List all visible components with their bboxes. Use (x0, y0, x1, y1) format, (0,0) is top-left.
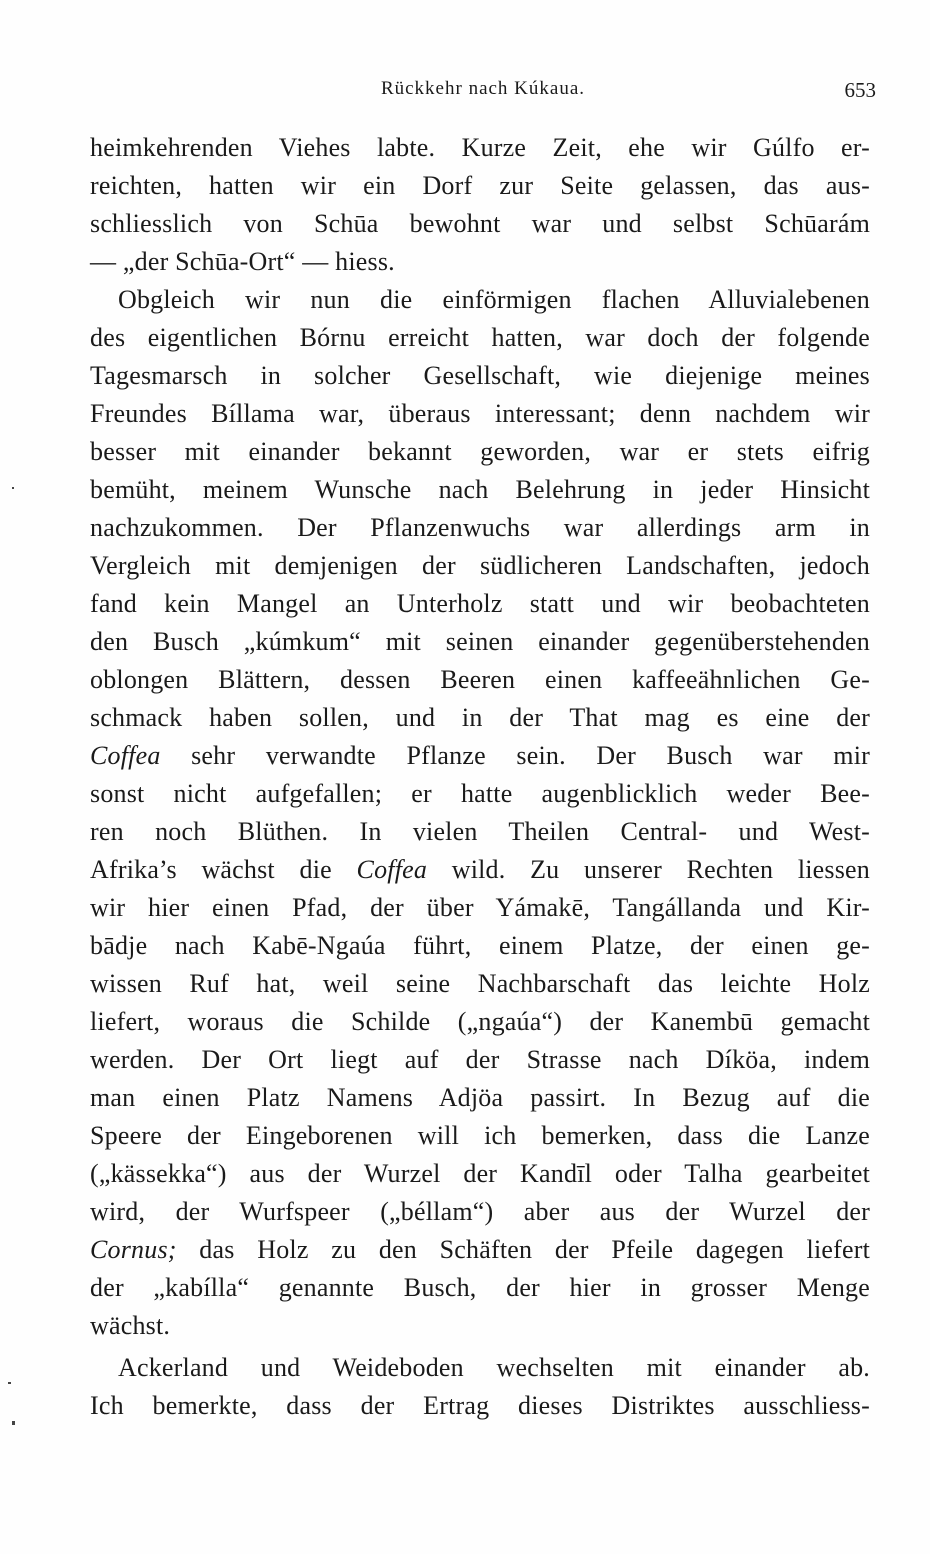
text-line: der „kabílla“ genannte Busch, der hier in grosser Menge (90, 1273, 870, 1302)
text-line: sonst nicht aufgefallen; er hatte augenblicklich weder Bee- (90, 779, 870, 808)
text-line: liefert, woraus die Schilde („ngaúa“) der Kanembū gemacht (90, 1007, 870, 1036)
text-line: schmack haben sollen, und in der That mag es eine der (90, 703, 870, 732)
running-head (90, 78, 876, 102)
text-line: nachzukommen. Der Pflanzenwuchs war allerdings arm in (90, 513, 870, 542)
page-number: 653 (844, 78, 876, 102)
text-line: Speere der Eingeborenen will ich bemerken, dass die Lanze (90, 1121, 870, 1150)
text-line (90, 738, 870, 774)
text-line: („kässekka“) aus der Wurzel der Kandīl oder Talha gearbeitet (90, 1159, 870, 1188)
text-line: — „der Schūa-Ort“ — hiess. (90, 247, 395, 276)
text-line: oblongen Blättern, dessen Beeren einen kaffeeähnlichen Ge- (90, 665, 870, 694)
text-line: ren noch Blüthen. In vielen Theilen Central- und West- (90, 817, 870, 846)
text-line: Freundes Bíllama war, überaus interessant; denn nachdem wir (90, 399, 870, 428)
scan-speck (12, 1421, 15, 1425)
text-span: das Holz zu den Schäften der Pfeile dagegen liefert (176, 1235, 870, 1264)
text-line: bemüht, meinem Wunsche nach Belehrung in jeder Hinsicht (90, 475, 870, 504)
text-line: wird, der Wurfspeer („béllam“) aber aus der Wurzel der (90, 1197, 870, 1226)
text-line: Tagesmarsch in solcher Gesellschaft, wie diejenige meines (90, 361, 870, 390)
text-line: werden. Der Ort liegt auf der Strasse nach Díköa, indem (90, 1045, 870, 1074)
text-span: sehr verwandte Pflanze sein. Der Busch war mir (160, 741, 870, 770)
text-span: wild. Zu unserer Rechten liessen (427, 855, 870, 884)
text-line: Obgleich wir nun die einförmigen flachen Alluvialebenen (118, 285, 870, 314)
text-line: bādje nach Kabē-Ngaúa führt, einem Platze, der einen ge- (90, 931, 870, 960)
text-line: wir hier einen Pfad, der über Yámakē, Tangállanda und Kir- (90, 893, 870, 922)
scan-speck (8, 1382, 11, 1384)
text-line (90, 1232, 870, 1268)
scan-speck (12, 487, 14, 489)
text-line: Ich bemerkte, dass der Ertrag dieses Distriktes ausschliess- (90, 1391, 870, 1420)
text-line: besser mit einander bekannt geworden, war er stets eifrig (90, 437, 870, 466)
text-line: des eigentlichen Bórnu erreicht hatten, war doch der folgende (90, 323, 870, 352)
text-line: man einen Platz Namens Adjöa passirt. In Bezug auf die (90, 1083, 870, 1112)
text-line: Vergleich mit demjenigen der südlicheren Landschaften, jedoch (90, 551, 870, 580)
italic-term: Coffea (356, 855, 428, 884)
running-title: Rückkehr nach Kúkaua. (380, 78, 586, 99)
text-line: den Busch „kúmkum“ mit seinen einander gegenüberstehenden (90, 627, 870, 656)
text-line: wächst. (90, 1311, 171, 1340)
text-line: reichten, hatten wir ein Dorf zur Seite gelassen, das aus- (90, 171, 870, 200)
italic-term: Cornus; (90, 1235, 177, 1264)
text-line: Ackerland und Weideboden wechselten mit einander ab. (118, 1353, 870, 1382)
text-line (90, 852, 870, 888)
text-span: Afrika’s wächst die (90, 855, 357, 884)
text-line: fand kein Mangel an Unterholz statt und wir beobachteten (90, 589, 870, 618)
text-line: wissen Ruf hat, weil seine Nachbarschaft das leichte Holz (90, 969, 870, 998)
italic-term: Coffea (90, 741, 161, 770)
text-line: schliesslich von Schūa bewohnt war und selbst Schūarám (90, 209, 870, 238)
text-line: heimkehrenden Viehes labte. Kurze Zeit, ehe wir Gúlfo er- (90, 133, 870, 162)
